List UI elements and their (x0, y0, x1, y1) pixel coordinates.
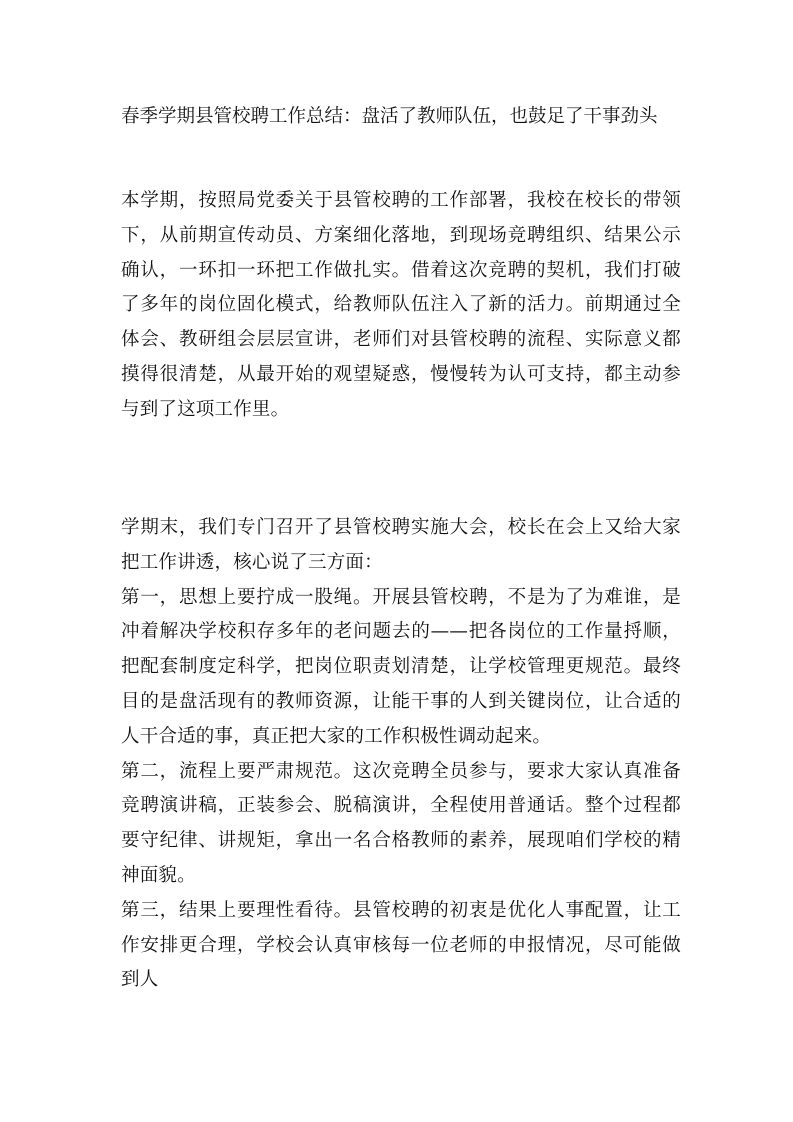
paragraph-block-1 (121, 184, 681, 428)
paragraph-point-1: 第一，思想上要拧成一股绳。开展县管校聘，不是为了为难谁，是冲着解决学校积存多年的老问题去的——把各岗位的工作量捋顺，把配套制度定科学，把岗位职责划清楚，让学校管理更规范。最终目的是盘活现有的教师资源，让能干事的人到关键岗位，让合适的人干合适的事，真正把大家的工作积极性调动起来。 (121, 586, 681, 747)
paragraph-meeting: 学期末，我们专门召开了县管校聘实施大会，校长在会上又给大家把工作讲透，核心说了三方面： (121, 517, 681, 573)
paragraph-point-2: 第二，流程上要严肃规范。这次竞聘全员参与，要求大家认真准备竞聘演讲稿，正装参会、脱稿演讲，全程使用普通话。整个过程都要守纪律、讲规矩，拿出一名合格教师的素养，展现咱们学校的精神面貌。 (121, 760, 681, 886)
paragraph-block-2 (121, 511, 681, 998)
paragraph-point-3: 第三，结果上要理性看待。县管校聘的初衷是优化人事配置，让工作安排更合理，学校会认真审核每一位老师的申报情况，尽可能做到人 (121, 899, 681, 991)
document-title: 春季学期县管校聘工作总结：盘活了教师队伍，也鼓足了干事劲头 (121, 106, 658, 127)
paragraph-intro: 本学期，按照局党委关于县管校聘的工作部署，我校在校长的带领下，从前期宣传动员、方案细化落地，到现场竞聘组织、结果公示确认，一环扣一环把工作做扎实。借着这次竞聘的契机，我们打破了多年的岗位固化模式，给教师队伍注入了新的活力。前期通过全体会、教研组会层层宣讲，老师们对县管校聘的流程、实际意义都摸得很清楚，从最开始的观望疑惑，慢慢转为认可支持，都主动参与到了这项工作里。 (121, 190, 681, 420)
